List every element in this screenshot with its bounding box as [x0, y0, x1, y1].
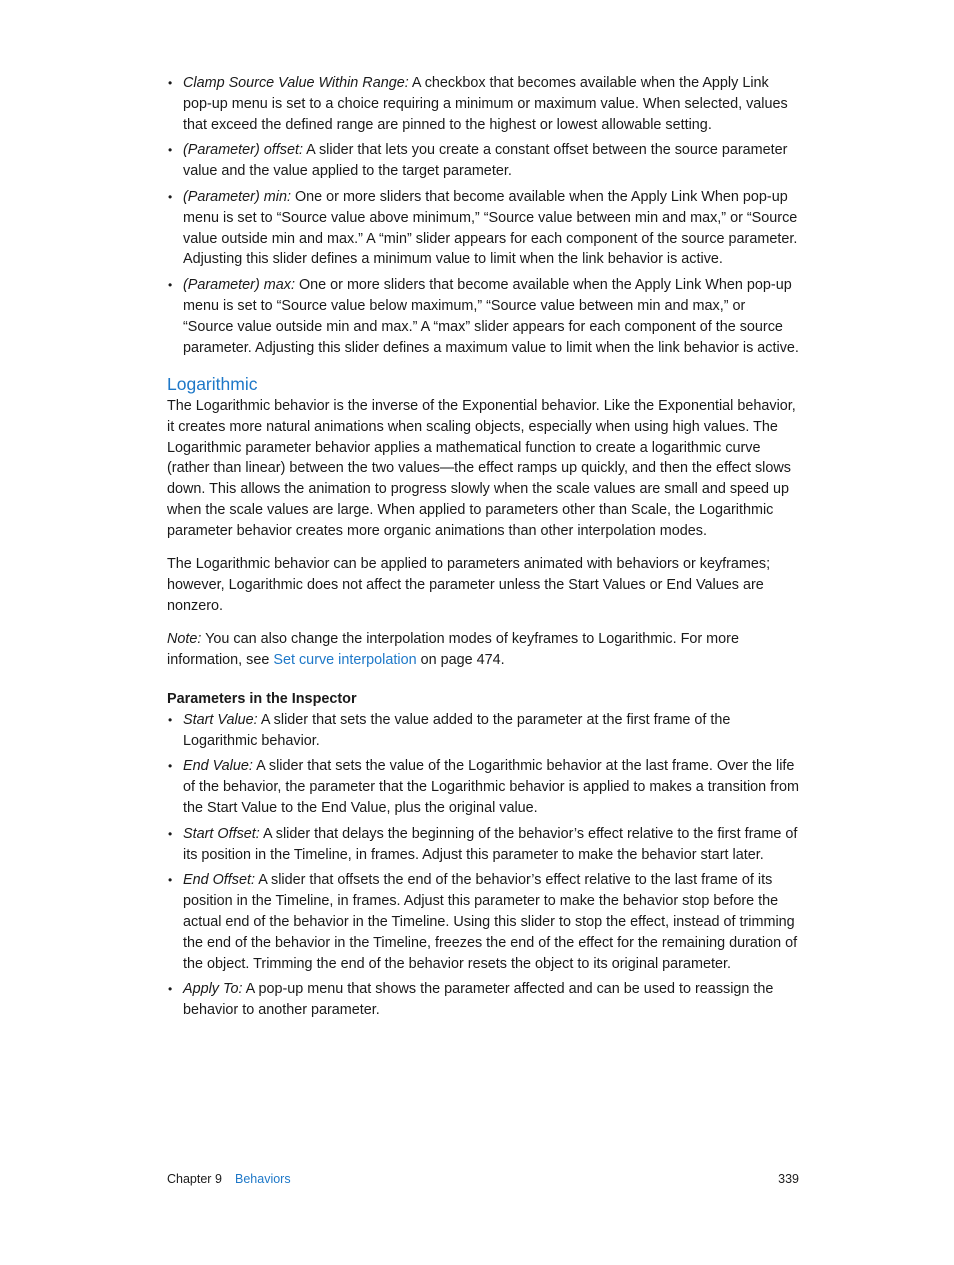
section-title: Logarithmic	[167, 374, 258, 395]
page-number: 339	[778, 1172, 799, 1186]
note-paragraph	[167, 629, 799, 670]
item-term: Start Offset:	[183, 825, 260, 842]
page-content	[167, 73, 799, 1026]
item-term: End Offset:	[183, 872, 255, 889]
item-text: A slider that lets you create a constant offset between the source parameter value and the value applied to the target parameter.	[183, 142, 788, 180]
inspector-bullet-list	[167, 710, 799, 1021]
bullet-icon: •	[168, 826, 173, 841]
item-text: A slider that delays the beginning of the behavior’s effect relative to the first frame of its position in the Timeline, in frames. Adjust this parameter to make the behavior start later.	[183, 825, 798, 863]
bullet-icon: •	[168, 873, 173, 888]
list-item	[167, 140, 799, 182]
bullet-icon: •	[168, 982, 173, 997]
page-footer	[167, 1172, 799, 1192]
item-text: A slider that sets the value added to the parameter at the first frame of the Logarithmic behavior.	[183, 711, 731, 749]
footer-chapter: Chapter 9	[167, 1172, 222, 1186]
list-item	[167, 824, 799, 866]
note-text: You can also change the interpolation modes of keyframes to Logarithmic. For more information, see	[167, 631, 739, 669]
list-item	[167, 187, 799, 270]
list-item	[167, 979, 799, 1021]
cross-reference-link[interactable]: Set curve interpolation	[273, 652, 417, 669]
section-paragraph: The Logarithmic behavior can be applied to parameters animated with behaviors or keyframes; however, Logarithmic does not affect the parameter unless the Start Values or End Values are nonzero.	[167, 556, 771, 614]
item-term: End Value:	[183, 758, 253, 775]
item-text: One or more sliders that become available when the Apply Link When pop-up menu is set to “Source value below maximum,” “Source value between min and max,” or “Source value outside min and max.” A “max” slider appears for each component of the source parameter. Adjusting this slider defines a maximum value to limit when the link behavior is active.	[183, 277, 799, 356]
item-term: (Parameter) min:	[183, 188, 291, 205]
item-text: A slider that offsets the end of the behavior’s effect relative to the last frame of its position in the Timeline, in frames. Adjust this parameter to make the behavior stop before the actual end of the behavior in the Timeline. Using this slider to stop the effect, instead of trimming the end of the behavior in the Timeline, freezes the end of the effect for the remaining duration of the object. Trimming the end of the behavior resets the object to its original parameter.	[183, 872, 798, 972]
list-item	[167, 275, 799, 358]
list-item	[167, 710, 799, 752]
list-item	[167, 73, 799, 135]
note-after-text: on page 474.	[416, 652, 505, 669]
inspector-heading: Parameters in the Inspector	[167, 690, 357, 707]
bullet-icon: •	[168, 76, 173, 90]
list-item	[167, 756, 799, 818]
section-paragraph: The Logarithmic behavior is the inverse of the Exponential behavior. Like the Exponential behavior, it creates more natural animations when scaling objects, especially when using high values. The Logarithmic parameter behavior applies a mathematical function to create a logarithmic curve (rather than linear) between the two values—the effect ramps up quickly, and then the effect slows down. This allows the animation to progress slowly when the scale values are small and speed up when the scale values are large. When applied to parameters other than Scale, the Logarithmic parameter behavior creates more organic animations than other interpolation modes.	[167, 398, 796, 539]
bullet-icon: •	[168, 712, 173, 727]
bullet-icon: •	[168, 143, 173, 158]
item-text: A slider that sets the value of the Logarithmic behavior at the last frame. Over the life of the behavior, the parameter that the Logarithmic behavior is applied to makes a transition from the Start Value to the End Value, plus the original value.	[183, 758, 799, 816]
bullet-icon: •	[168, 189, 173, 204]
item-term: (Parameter) max:	[183, 277, 295, 294]
item-term: Start Value:	[183, 711, 258, 728]
item-text: A checkbox that becomes available when the Apply Link pop-up menu is set to a choice requiring a minimum or maximum value. When selected, values that exceed the defined range are pinned to the highest or lowest allowable setting.	[183, 75, 788, 133]
item-text: A pop-up menu that shows the parameter affected and can be used to reassign the behavior to another parameter.	[183, 981, 774, 1019]
item-term: (Parameter) offset:	[183, 142, 303, 159]
item-text: One or more sliders that become available when the Apply Link When pop-up menu is set to “Source value above minimum,” “Source value between min and max,” or “Source value outside min and max.” A “min” slider appears for each component of the source parameter. Adjusting this slider defines a minimum value to limit when the link behavior is active.	[183, 188, 798, 268]
note-label: Note:	[167, 631, 202, 648]
item-term: Clamp Source Value Within Range:	[183, 75, 409, 91]
bullet-icon: •	[168, 759, 173, 774]
item-term: Apply To:	[183, 981, 243, 998]
top-bullet-list	[167, 73, 799, 358]
bullet-icon: •	[168, 278, 173, 293]
list-item	[167, 870, 799, 974]
footer-chapter-link[interactable]: Behaviors	[235, 1172, 291, 1186]
